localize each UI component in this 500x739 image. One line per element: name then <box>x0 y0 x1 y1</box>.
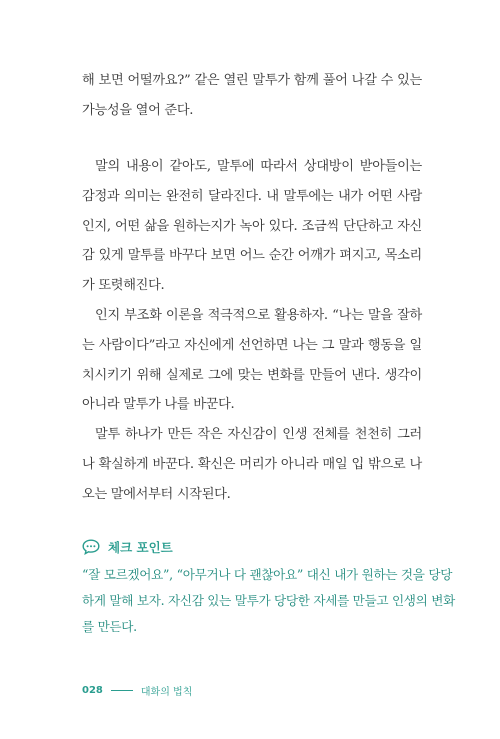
text-line: 감 있게 말투를 바꾸다 보면 어느 순간 어깨가 펴지고, 목소리 <box>82 248 422 264</box>
paragraph <box>82 66 422 126</box>
check-point-box <box>82 536 455 640</box>
text-line: 를 만든다. <box>82 619 137 634</box>
check-point-header <box>82 536 422 558</box>
text-line: 해 보면 어떨까요?” 같은 열린 말투가 함께 풀어 나갈 수 있는 <box>82 73 422 88</box>
text-line: 치시키기 위해 실제로 그에 맞는 변화를 만들어 낸다. 생각이 <box>82 367 422 383</box>
text-line: 인지 부조화 이론을 적극적으로 활용하자. “나는 말을 잘하 <box>95 307 422 323</box>
text-line: 오는 말에서부터 시작된다. <box>82 486 231 502</box>
text-line: 하게 말해 보자. 자신감 있는 말투가 당당한 자세를 만들고 인생의 변화 <box>82 593 455 608</box>
check-point-text <box>82 562 455 640</box>
text-line: 인지, 어떤 삶을 원하는지가 녹아 있다. 조금씩 단단하고 자신 <box>82 218 422 234</box>
main-body <box>82 152 422 510</box>
paragraph <box>82 420 422 509</box>
text-line: 가 또렷해진다. <box>82 278 165 294</box>
text-line: 말투 하나가 만든 작은 자신감이 인생 전체를 천천히 그러 <box>95 427 422 443</box>
footer-divider <box>111 690 133 691</box>
intro-paragraph <box>82 66 422 126</box>
text-line: 가능성을 열어 준다. <box>82 102 194 118</box>
page-number: 028 <box>82 685 103 696</box>
text-line: 감정과 의미는 완전히 달라진다. 내 말투에는 내가 어떤 사람 <box>82 188 422 204</box>
text-line: 는 사람이다”라고 자신에게 선언하면 나는 그 말과 행동을 일 <box>82 337 422 353</box>
book-title: 대화의 법칙 <box>140 687 193 698</box>
page-footer <box>82 683 192 698</box>
text-line: 나 확실하게 바꾼다. 확신은 머리가 아니라 매일 입 밖으로 나 <box>82 456 422 472</box>
text-line: “잘 모르겠어요”, “아무거나 다 괜찮아요” 대신 내가 원하는 것을 당당 <box>82 567 453 582</box>
text-line: 아니라 말투가 나를 바꾼다. <box>82 397 235 413</box>
check-point-title: 체크 포인트 <box>108 540 173 555</box>
paragraph <box>82 152 422 301</box>
speech-bubble-icon <box>82 539 100 555</box>
text-line: 말의 내용이 같아도, 말투에 따라서 상대방이 받아들이는 <box>95 159 422 174</box>
paragraph <box>82 301 422 420</box>
